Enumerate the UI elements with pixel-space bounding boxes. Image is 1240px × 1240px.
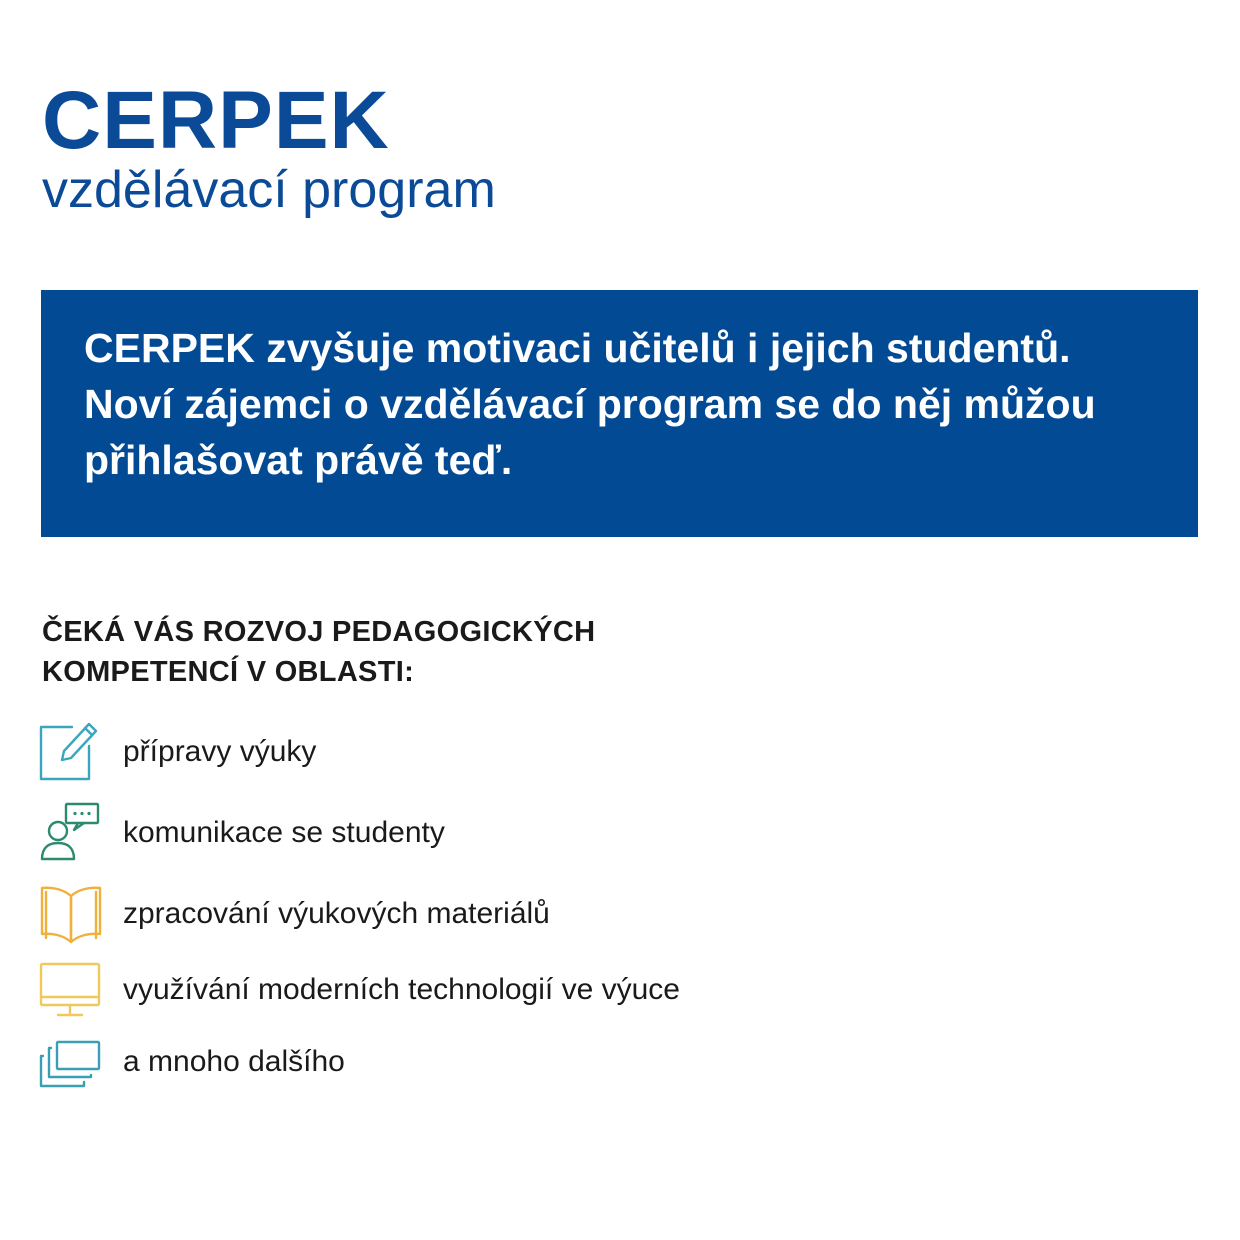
open-book-icon bbox=[38, 882, 104, 946]
banner-text bbox=[84, 320, 1178, 488]
program-title: CERPEK bbox=[42, 75, 390, 166]
banner-line: přihlašovat právě teď. bbox=[84, 437, 513, 483]
heading-line: ČEKÁ VÁS ROZVOJ PEDAGOGICKÝCH bbox=[42, 616, 596, 648]
list-item bbox=[38, 958, 680, 1022]
list-item-label: zpracování výukových materiálů bbox=[123, 897, 550, 930]
heading-line: KOMPETENCÍ V OBLASTI: bbox=[42, 656, 415, 688]
stacked-windows-icon bbox=[38, 1030, 104, 1094]
banner-line: Noví zájemci o vzdělávací program se do něj můžou bbox=[84, 381, 1096, 427]
monitor-icon bbox=[38, 958, 104, 1022]
list-item bbox=[38, 882, 550, 946]
banner-line: CERPEK zvyšuje motivaci učitelů i jejich studentů. bbox=[84, 325, 1071, 371]
program-subtitle: vzdělávací program bbox=[42, 161, 496, 219]
list-item bbox=[38, 720, 316, 784]
list-item-label: komunikace se studenty bbox=[123, 816, 445, 849]
pencil-paper-icon bbox=[38, 720, 104, 784]
list-item-label: a mnoho dalšího bbox=[123, 1045, 345, 1078]
list-item bbox=[38, 801, 445, 865]
list-item-label: přípravy výuky bbox=[123, 735, 317, 768]
person-speech-icon bbox=[38, 801, 104, 865]
info-banner bbox=[41, 290, 1198, 537]
list-item-label: využívání moderních technologií ve výuce bbox=[123, 973, 680, 1006]
competences-heading bbox=[42, 612, 595, 692]
list-item bbox=[38, 1030, 345, 1094]
